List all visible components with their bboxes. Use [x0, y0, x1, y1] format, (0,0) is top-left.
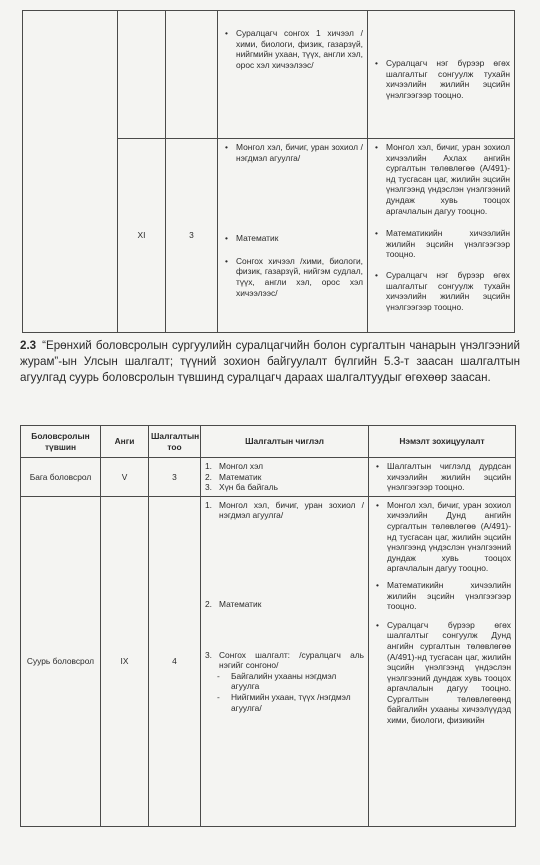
list-item: 2. Математик [205, 598, 262, 609]
table-row [21, 458, 516, 497]
list-item: • Математик [222, 233, 363, 244]
grade-cell [118, 11, 166, 139]
list-item: • Монгол хэл, бичиг, уран зохиол хичээлийн Ахлах ангийн сургалтын төлөвлөгөө (А/491)-нд тусгасан цаг, жилийн эцсийн үнэлгээнд үндэслэн үнэлгээний дундаж хувь тооцох аргачлалын дагуу тооцно. [372, 142, 510, 216]
column-header: Шалгалтын тоо [149, 426, 201, 458]
notes-cell [369, 496, 516, 826]
table-row [21, 496, 516, 826]
list-item: - Нийгмийн ухаан, түүх /нэгдмэл агуулга/ [215, 692, 364, 713]
list-item: • Сонгох хичээл /хими, биологи, физик, газарзүй, нийгэм судлал, түүх, англи хэл, орос хэл хичээлээс/ [222, 256, 363, 298]
notes-cell [368, 11, 515, 139]
subjects-cell [218, 139, 368, 333]
count-cell: 4 [149, 496, 201, 826]
level-cell: Бага боловсрол [21, 458, 101, 497]
list-item: 1. Монгол хэл, бичиг, уран зохиол /нэгдмэл агуулга/ [205, 499, 364, 521]
list-item: 2. Математик [205, 471, 262, 482]
list-item: • Шалгалтын чиглэлд дурдсан хичээлийн жилийн эцсийн үнэлгээгээр тооцно. [373, 461, 511, 493]
subjects-cell [201, 458, 369, 497]
list-item: • Суралцагч бүрээр өгөх шалгалтыг сонгуулж Дунд ангийн сургалтын төлөвлөгөө (А/491)-нд тусгасан цаг, жилийн эцсийн үнэлгээнд үндэслэн үнэлгээний дундаж хувь тооцох аргачлалын дагуу тооцно. Сургалтын төлөвлөгөөнд байгалийн ухааны хичээлүүдэд хими, биологи, физикийн [373, 620, 511, 726]
list-item: - Байгалийн ухааны нэгдмэл агуулга [215, 671, 364, 692]
grade-cell: XI [118, 139, 166, 333]
list-item: 3. Сонгох шалгалт: /суралцагч аль нэгийг сонгоно/ [205, 649, 364, 671]
section-number: 2.3 [20, 339, 37, 352]
level-cell: Суурь боловсрол [21, 496, 101, 826]
subjects-cell [218, 11, 368, 139]
top-table [22, 10, 515, 333]
table-row [23, 11, 515, 139]
list-item: • Суралцагч нэг бүрээр өгөх шалгалтыг сонгуулж тухайн хичээлийн жилийн эцсийн үнэлгээгээр тооцно. [372, 58, 510, 100]
column-header: Нэмэлт зохицуулалт [369, 426, 516, 458]
exam-table [20, 425, 516, 827]
notes-cell [369, 458, 516, 497]
count-cell [166, 11, 218, 139]
column-header: Шалгалтын чиглэл [201, 426, 369, 458]
table-header-row [21, 426, 516, 458]
subjects-cell [201, 496, 369, 826]
section-paragraph [20, 338, 520, 386]
list-item: 3. Хүн ба байгаль [205, 482, 279, 493]
notes-cell [368, 139, 515, 333]
list-item: • Суралцагч сонгох 1 хичээл /хими, биологи, физик, газарзүй, нийгмийн ухаан, түүх, англи хэл, орос хэл хичээлээс/ [222, 28, 363, 70]
column-header: Анги [101, 426, 149, 458]
list-item: • Монгол хэл, бичиг, уран зохиол хичээлийн Дунд ангийн сургалтын төлөвлөгөө (А/491)-нд тусгасан цаг, жилийн эцсийн үнэлгээнд үндэслэн үнэлгээний дундаж хувь тооцох аргачлалын дагуу тооцно. [373, 500, 511, 574]
count-cell: 3 [166, 139, 218, 333]
grade-cell: IX [101, 496, 149, 826]
list-item: 1. Монгол хэл [205, 461, 264, 471]
list-item: • Математикийн хичээлийн жилийн эцсийн үнэлгээгээр тооцно. [372, 228, 510, 260]
column-header: Боловсролын түвшин [21, 426, 101, 458]
count-cell: 3 [149, 458, 201, 497]
section-text: “Ерөнхий боловсролын сургуулийн суралцагчийн болон сургалтын чанарын үнэлгээний журам”-ын Улсын шалгалт; түүний зохион байгуулалт бүлгийн 5.3-т заасан шалгалтын агуулгад суурь боловсролын түвшинд суралцагч дараах шалгалтуудыг өгөхөөр заасан. [20, 339, 520, 384]
list-item: • Математикийн хичээлийн жилийн эцсийн үнэлгээгээр тооцно. [373, 580, 511, 612]
list-item: • Суралцагч нэг бүрээр өгөх шалгалтыг сонгуулж тухайн хичээлийн жилийн эцсийн үнэлгээгээр тооцно. [372, 270, 510, 312]
list-item: • Монгол хэл, бичиг, уран зохиол /нэгдмэл агуулга/ [222, 142, 363, 163]
level-cell [23, 11, 118, 333]
grade-cell: V [101, 458, 149, 497]
